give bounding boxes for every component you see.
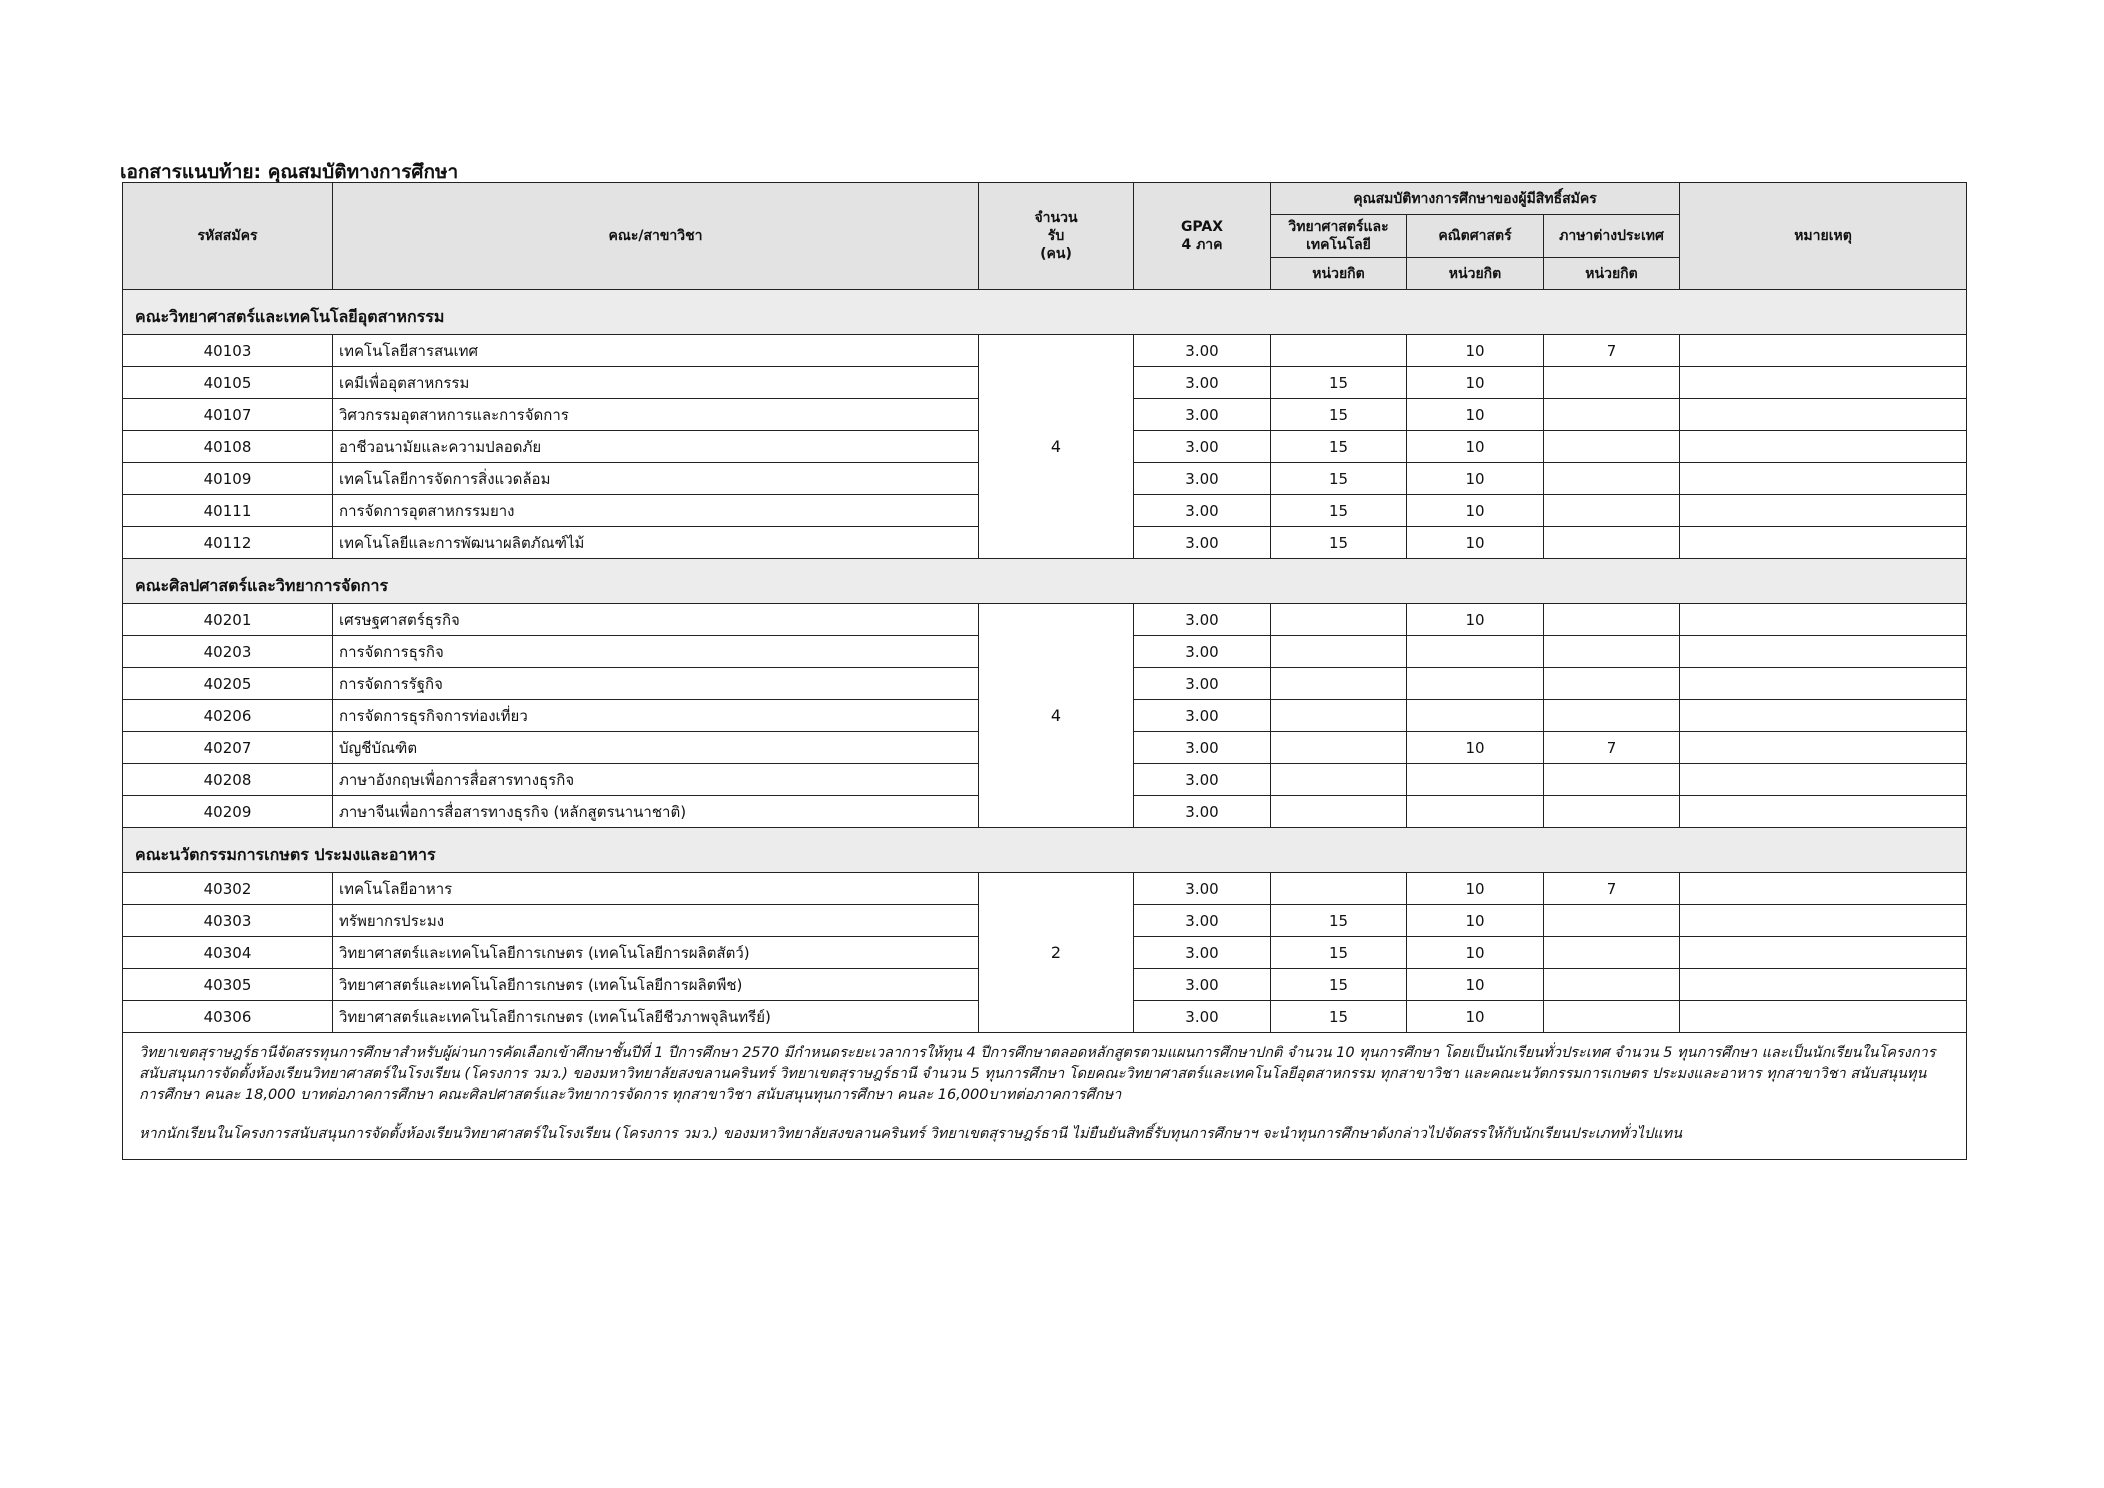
math-credit-cell: 10 (1407, 937, 1544, 969)
program-code: 40305 (123, 969, 333, 1001)
lang-credit-cell: 7 (1544, 873, 1680, 905)
lang-credit-cell (1544, 700, 1680, 732)
program-code: 40205 (123, 668, 333, 700)
faculty-name: คณะนวัตกรรมการเกษตร ประมงและอาหาร (123, 828, 1967, 873)
remark-cell (1680, 668, 1967, 700)
table-row (123, 873, 1967, 905)
table-body (123, 290, 1967, 1033)
program-name: ทรัพยากรประมง (333, 905, 979, 937)
header-unit-lang: หน่วยกิต (1544, 258, 1680, 290)
gpax-cell: 3.00 (1134, 431, 1271, 463)
program-code: 40201 (123, 604, 333, 636)
gpax-cell: 3.00 (1134, 796, 1271, 828)
sci-credit-cell (1271, 668, 1407, 700)
gpax-cell: 3.00 (1134, 463, 1271, 495)
sci-credit-cell (1271, 796, 1407, 828)
header-capacity: จำนวน รับ (คน) (979, 183, 1134, 290)
remark-cell (1680, 796, 1967, 828)
lang-credit-cell (1544, 905, 1680, 937)
header-sci: วิทยาศาสตร์และ เทคโนโลยี (1271, 215, 1407, 258)
gpax-cell: 3.00 (1134, 905, 1271, 937)
remark-cell (1680, 431, 1967, 463)
math-credit-cell: 10 (1407, 604, 1544, 636)
note-scholarship: วิทยาเขตสุราษฎร์ธานีจัดสรรทุนการศึกษาสำหรับผู้ผ่านการคัดเลือกเข้าศึกษาชั้นปีที่ 1 ปีการศึกษา 2570 มีกำหนดระยะเวลาการให้ทุน 4 ปีการศึกษาตลอดหลักสูตรตามแผนการศึกษาปกติ จำนวน 10 ทุนการศึกษา โดยเป็นนักเรียนทั่วประเทศ จำนวน 5 ทุนการศึกษา และเป็นนักเรียนในโครงการสนับสนุนการจัดตั้งห้องเรียนวิทยาศาสตร์ในโรงเรียน (โครงการ วมว.) ของมหาวิทยาลัยสงขลานครินทร์ วิทยาเขตสุราษฎร์ธานี จำนวน 5 ทุนการศึกษา โดยคณะวิทยาศาสตร์และเทคโนโลยีอุตสาหกรรม ทุกสาขาวิชา และคณะนวัตกรรมการเกษตร ประมงและอาหาร ทุกสาขาวิชา สนับสนุนทุนการศึกษา คนละ 18,000 บาทต่อภาคการศึกษา คณะศิลปศาสตร์และวิทยาการจัดการ ทุกสาขาวิชา สนับสนุนทุนการศึกษา คนละ 16,000บาทต่อภาคการศึกษา (139, 1045, 1936, 1103)
math-credit-cell: 10 (1407, 732, 1544, 764)
gpax-cell: 3.00 (1134, 732, 1271, 764)
program-code: 40203 (123, 636, 333, 668)
math-credit-cell: 10 (1407, 1001, 1544, 1033)
lang-credit-cell (1544, 636, 1680, 668)
program-name: เทคโนโลยีอาหาร (333, 873, 979, 905)
program-name: วิทยาศาสตร์และเทคโนโลยีการเกษตร (เทคโนโลยีการผลิตสัตว์) (333, 937, 979, 969)
math-credit-cell: 10 (1407, 905, 1544, 937)
sci-credit-cell: 15 (1271, 495, 1407, 527)
sci-credit-cell (1271, 636, 1407, 668)
header-program: คณะ/สาขาวิชา (333, 183, 979, 290)
program-code: 40302 (123, 873, 333, 905)
lang-credit-cell (1544, 367, 1680, 399)
lang-credit-cell (1544, 969, 1680, 1001)
program-name: เคมีเพื่ออุตสาหกรรม (333, 367, 979, 399)
program-code: 40109 (123, 463, 333, 495)
remark-cell (1680, 732, 1967, 764)
program-name: วิศวกรรมอุตสาหการและการจัดการ (333, 399, 979, 431)
sci-credit-cell: 15 (1271, 399, 1407, 431)
header-gpax: GPAX 4 ภาค (1134, 183, 1271, 290)
math-credit-cell: 10 (1407, 399, 1544, 431)
header-qualifications: คุณสมบัติทางการศึกษาของผู้มีสิทธิ์สมัคร (1271, 183, 1680, 215)
math-credit-cell (1407, 764, 1544, 796)
capacity-cell: 4 (979, 604, 1134, 828)
math-credit-cell: 10 (1407, 367, 1544, 399)
lang-credit-cell (1544, 764, 1680, 796)
gpax-cell: 3.00 (1134, 335, 1271, 367)
program-code: 40105 (123, 367, 333, 399)
sci-credit-cell (1271, 873, 1407, 905)
remark-cell (1680, 905, 1967, 937)
sci-credit-cell (1271, 700, 1407, 732)
sci-credit-cell: 15 (1271, 367, 1407, 399)
program-code: 40103 (123, 335, 333, 367)
lang-credit-cell (1544, 527, 1680, 559)
qualification-table (122, 182, 1967, 1160)
document-title: เอกสารแนบท้าย: คุณสมบัติทางการศึกษา (120, 161, 459, 183)
sci-credit-cell: 15 (1271, 463, 1407, 495)
remark-cell (1680, 937, 1967, 969)
lang-credit-cell (1544, 463, 1680, 495)
header-unit-math: หน่วยกิต (1407, 258, 1544, 290)
capacity-cell: 4 (979, 335, 1134, 559)
math-credit-cell: 10 (1407, 873, 1544, 905)
notes-cell (123, 1033, 1967, 1160)
remark-cell (1680, 604, 1967, 636)
gpax-cell: 3.00 (1134, 399, 1271, 431)
program-name: เทคโนโลยีการจัดการสิ่งแวดล้อม (333, 463, 979, 495)
remark-cell (1680, 636, 1967, 668)
program-code: 40209 (123, 796, 333, 828)
faculty-name: คณะศิลปศาสตร์และวิทยาการจัดการ (123, 559, 1967, 604)
math-credit-cell: 10 (1407, 527, 1544, 559)
lang-credit-cell (1544, 431, 1680, 463)
program-code: 40304 (123, 937, 333, 969)
lang-credit-cell: 7 (1544, 335, 1680, 367)
table-header (123, 183, 1967, 290)
program-name: เทคโนโลยีและการพัฒนาผลิตภัณฑ์ไม้ (333, 527, 979, 559)
remark-cell (1680, 700, 1967, 732)
program-name: ภาษาจีนเพื่อการสื่อสารทางธุรกิจ (หลักสูตรนานาชาติ) (333, 796, 979, 828)
sci-credit-cell: 15 (1271, 1001, 1407, 1033)
notes-section (123, 1033, 1967, 1160)
gpax-cell: 3.00 (1134, 636, 1271, 668)
faculty-row (123, 559, 1967, 604)
sci-credit-cell: 15 (1271, 431, 1407, 463)
lang-credit-cell (1544, 604, 1680, 636)
faculty-row (123, 828, 1967, 873)
gpax-cell: 3.00 (1134, 604, 1271, 636)
remark-cell (1680, 969, 1967, 1001)
program-name: ภาษาอังกฤษเพื่อการสื่อสารทางธุรกิจ (333, 764, 979, 796)
faculty-row (123, 290, 1967, 335)
header-unit-sci: หน่วยกิต (1271, 258, 1407, 290)
remark-cell (1680, 335, 1967, 367)
math-credit-cell: 10 (1407, 969, 1544, 1001)
program-name: บัญชีบัณฑิต (333, 732, 979, 764)
math-credit-cell (1407, 636, 1544, 668)
program-name: วิทยาศาสตร์และเทคโนโลยีการเกษตร (เทคโนโลยีการผลิตพืช) (333, 969, 979, 1001)
program-code: 40303 (123, 905, 333, 937)
lang-credit-cell (1544, 495, 1680, 527)
program-name: การจัดการรัฐกิจ (333, 668, 979, 700)
note-reallocation: หากนักเรียนในโครงการสนับสนุนการจัดตั้งห้องเรียนวิทยาศาสตร์ในโรงเรียน (โครงการ วมว.) ของมหาวิทยาลัยสงขลานครินทร์ วิทยาเขตสุราษฎร์ธานี ไม่ยืนยันสิทธิ์รับทุนการศึกษาฯ จะนำทุนการศึกษาดังกล่าวไปจัดสรรให้กับนักเรียนประเภททั่วไปแทน (139, 1126, 1682, 1142)
gpax-cell: 3.00 (1134, 527, 1271, 559)
remark-cell (1680, 495, 1967, 527)
math-credit-cell (1407, 700, 1544, 732)
math-credit-cell: 10 (1407, 335, 1544, 367)
sci-credit-cell (1271, 604, 1407, 636)
gpax-cell: 3.00 (1134, 367, 1271, 399)
program-code: 40111 (123, 495, 333, 527)
sci-credit-cell: 15 (1271, 969, 1407, 1001)
gpax-cell: 3.00 (1134, 495, 1271, 527)
remark-cell (1680, 1001, 1967, 1033)
program-name: การจัดการธุรกิจ (333, 636, 979, 668)
remark-cell (1680, 463, 1967, 495)
remark-cell (1680, 367, 1967, 399)
program-code: 40108 (123, 431, 333, 463)
program-code: 40208 (123, 764, 333, 796)
table-row (123, 604, 1967, 636)
sci-credit-cell (1271, 764, 1407, 796)
math-credit-cell (1407, 796, 1544, 828)
remark-cell (1680, 399, 1967, 431)
lang-credit-cell (1544, 1001, 1680, 1033)
lang-credit-cell (1544, 668, 1680, 700)
math-credit-cell: 10 (1407, 495, 1544, 527)
program-name: เทคโนโลยีสารสนเทศ (333, 335, 979, 367)
sci-credit-cell: 15 (1271, 527, 1407, 559)
program-code: 40207 (123, 732, 333, 764)
program-code: 40306 (123, 1001, 333, 1033)
faculty-name: คณะวิทยาศาสตร์และเทคโนโลยีอุตสาหกรรม (123, 290, 1967, 335)
gpax-cell: 3.00 (1134, 873, 1271, 905)
math-credit-cell: 10 (1407, 431, 1544, 463)
program-name: การจัดการธุรกิจการท่องเที่ยว (333, 700, 979, 732)
header-math: คณิตศาสตร์ (1407, 215, 1544, 258)
remark-cell (1680, 527, 1967, 559)
remark-cell (1680, 764, 1967, 796)
math-credit-cell (1407, 668, 1544, 700)
gpax-cell: 3.00 (1134, 668, 1271, 700)
gpax-cell: 3.00 (1134, 764, 1271, 796)
program-name: อาชีวอนามัยและความปลอดภัย (333, 431, 979, 463)
program-name: วิทยาศาสตร์และเทคโนโลยีการเกษตร (เทคโนโลยีชีวภาพจุลินทรีย์) (333, 1001, 979, 1033)
program-name: การจัดการอุตสาหกรรมยาง (333, 495, 979, 527)
header-remark: หมายเหตุ (1680, 183, 1967, 290)
program-code: 40206 (123, 700, 333, 732)
program-code: 40107 (123, 399, 333, 431)
sci-credit-cell: 15 (1271, 937, 1407, 969)
header-lang: ภาษาต่างประเทศ (1544, 215, 1680, 258)
sci-credit-cell (1271, 335, 1407, 367)
math-credit-cell: 10 (1407, 463, 1544, 495)
lang-credit-cell: 7 (1544, 732, 1680, 764)
program-name: เศรษฐศาสตร์ธุรกิจ (333, 604, 979, 636)
remark-cell (1680, 873, 1967, 905)
gpax-cell: 3.00 (1134, 1001, 1271, 1033)
gpax-cell: 3.00 (1134, 700, 1271, 732)
lang-credit-cell (1544, 796, 1680, 828)
program-code: 40112 (123, 527, 333, 559)
sci-credit-cell: 15 (1271, 905, 1407, 937)
header-code: รหัสสมัคร (123, 183, 333, 290)
lang-credit-cell (1544, 399, 1680, 431)
lang-credit-cell (1544, 937, 1680, 969)
table-row (123, 335, 1967, 367)
capacity-cell: 2 (979, 873, 1134, 1033)
gpax-cell: 3.00 (1134, 937, 1271, 969)
gpax-cell: 3.00 (1134, 969, 1271, 1001)
sci-credit-cell (1271, 732, 1407, 764)
